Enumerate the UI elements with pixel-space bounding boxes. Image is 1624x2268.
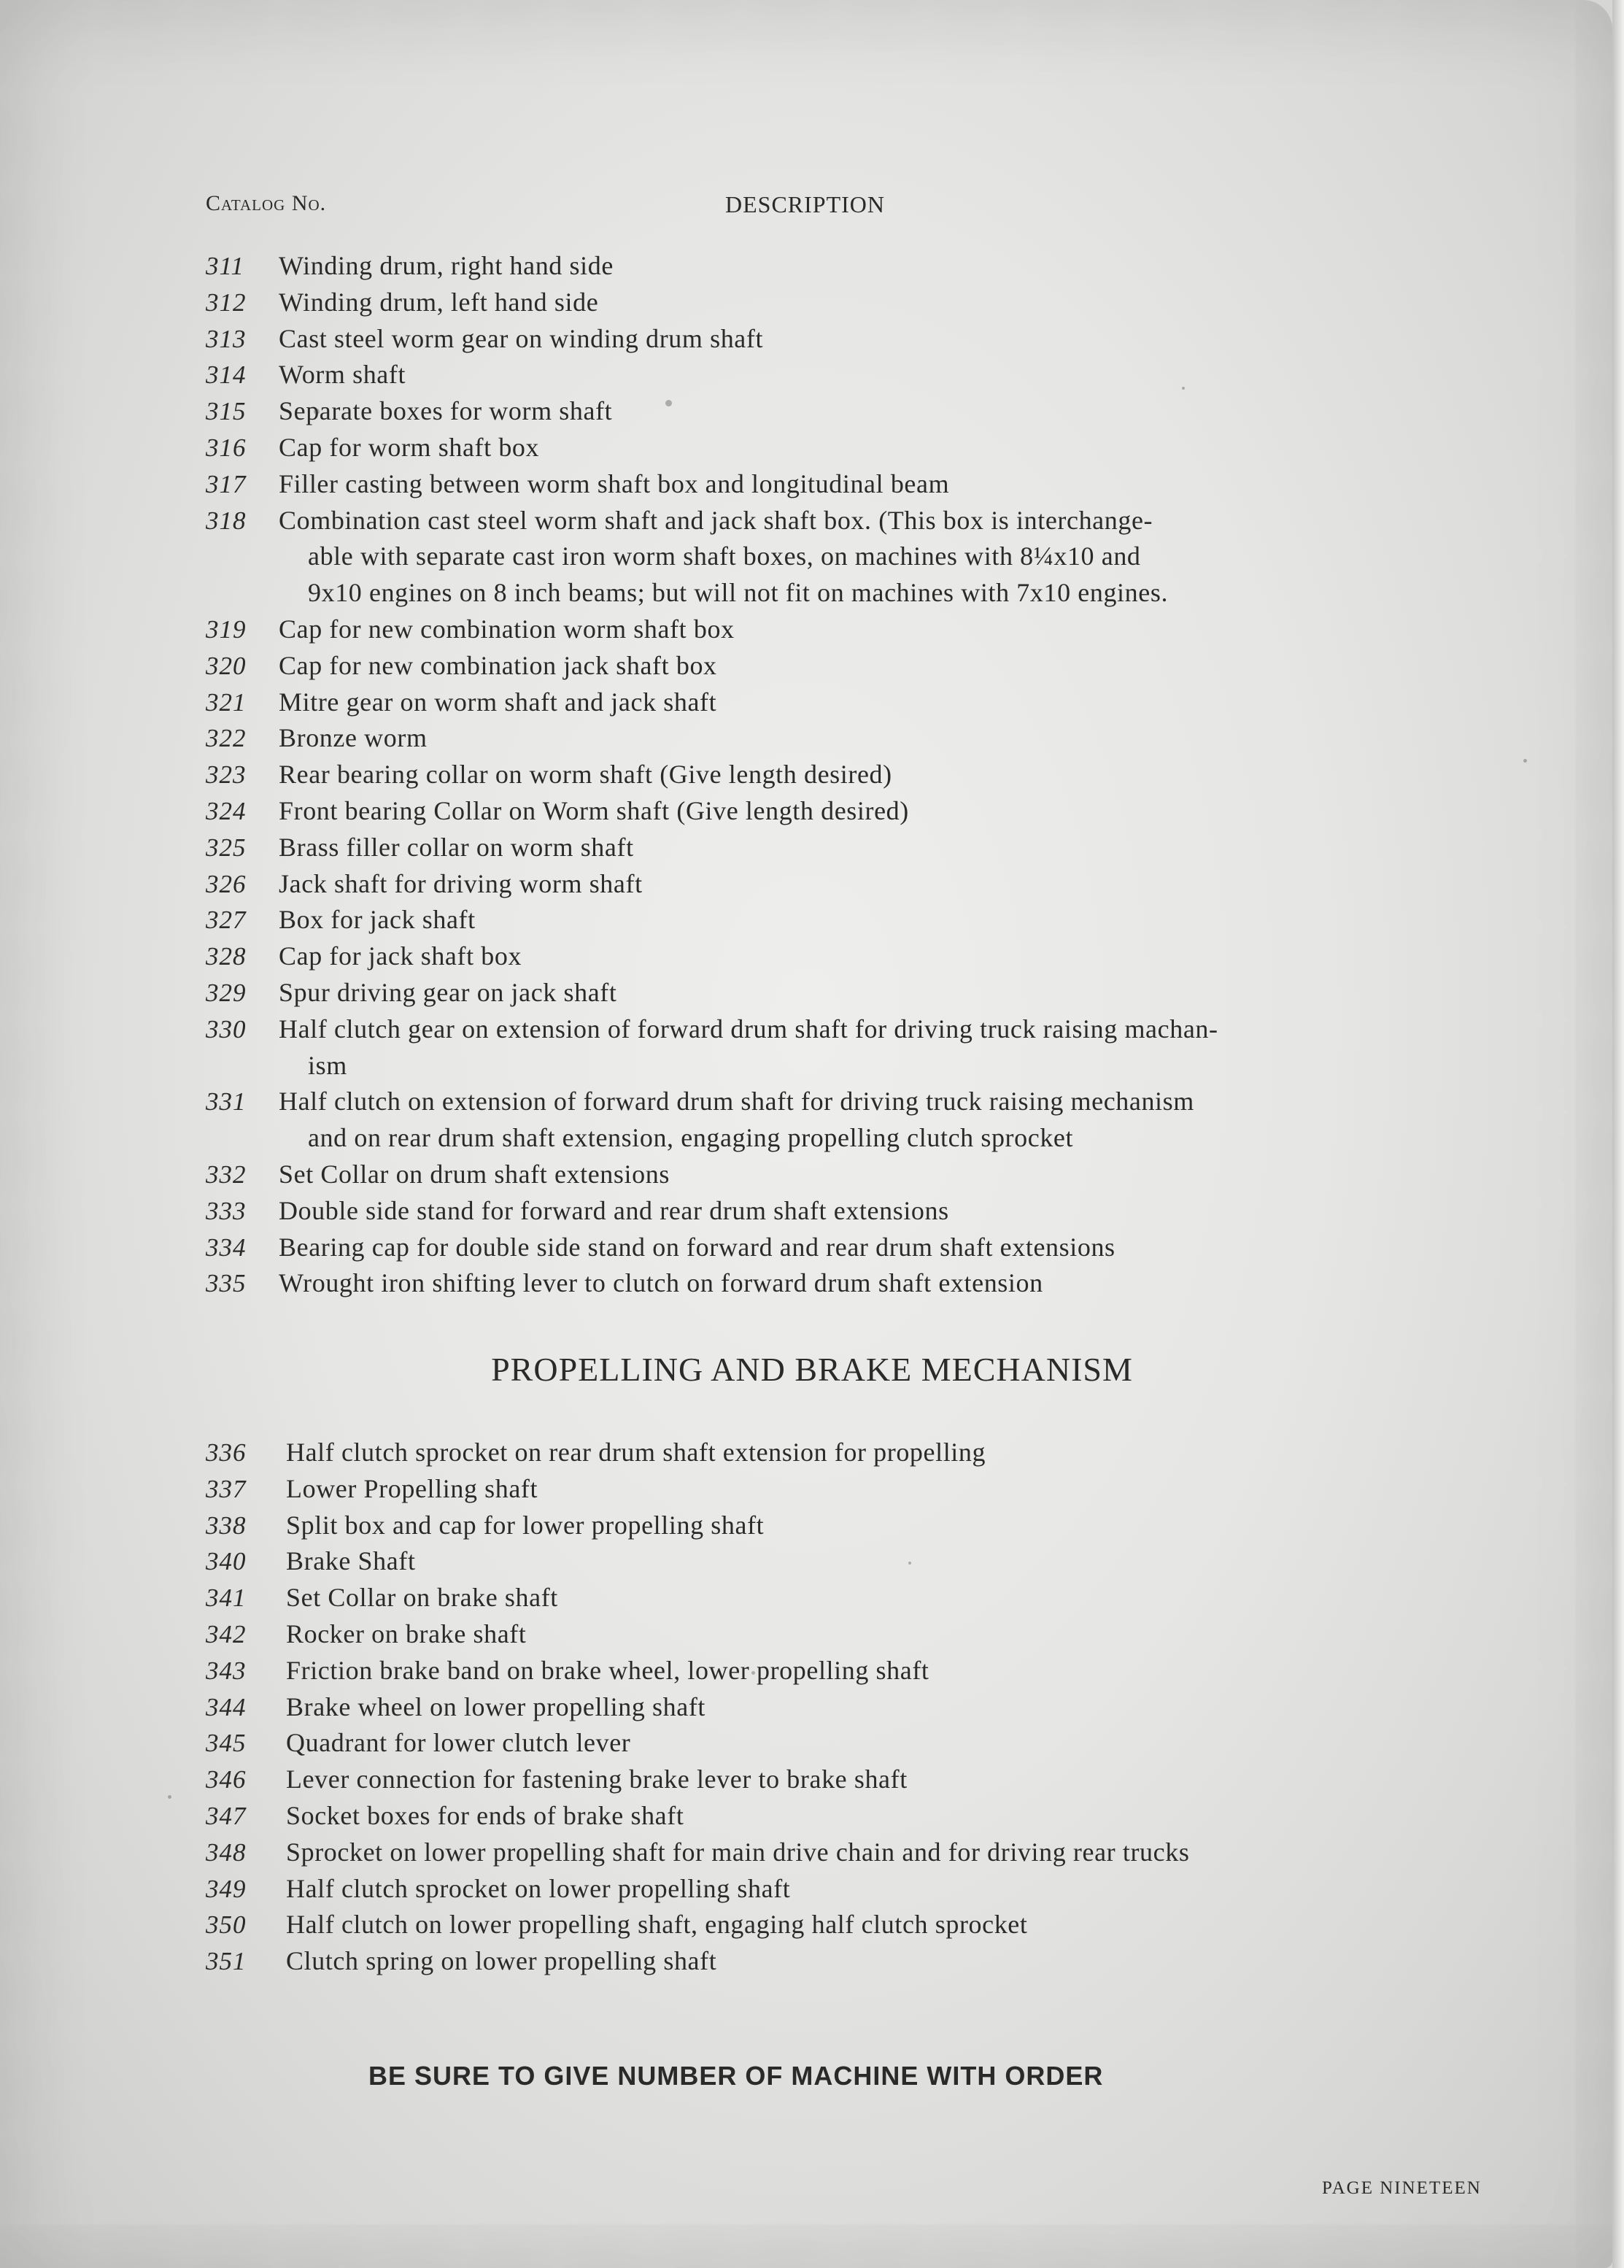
- catalog-number: 319: [206, 614, 247, 644]
- catalog-number: 347: [206, 1801, 247, 1830]
- list-item: [206, 1580, 1417, 1616]
- description-line: Half clutch gear on extension of forward drum shaft for driving truck raising machan-: [279, 1014, 1218, 1044]
- table-header: [206, 191, 1402, 220]
- catalog-number: 316: [206, 433, 247, 462]
- part-description: Socket boxes for ends of brake shaft: [286, 1800, 684, 1830]
- part-description: Winding drum, left hand side: [279, 287, 599, 317]
- part-description: Cap for new combination jack shaft box: [279, 650, 717, 680]
- part-description: Front bearing Collar on Worm shaft (Give length desired): [279, 795, 909, 825]
- catalog-number: 321: [206, 687, 247, 717]
- part-description: Cast steel worm gear on winding drum shaft: [279, 323, 764, 353]
- catalog-number: 312: [206, 288, 247, 317]
- catalog-number: 326: [206, 869, 247, 898]
- part-description: Rocker on brake shaft: [286, 1619, 527, 1648]
- list-item: [206, 830, 1417, 866]
- part-description: Jack shaft for driving worm shaft: [279, 868, 643, 898]
- catalog-number: 317: [206, 469, 247, 498]
- catalog-number: 327: [206, 906, 247, 935]
- list-item: [206, 1907, 1417, 1943]
- catalog-number: 330: [206, 1014, 247, 1044]
- part-description: Clutch spring on lower propelling shaft: [286, 1946, 717, 1976]
- description-continuation: ism: [308, 1050, 347, 1080]
- list-item: [206, 793, 1417, 830]
- catalog-number: 329: [206, 978, 247, 1007]
- list-item: [206, 1762, 1417, 1798]
- part-description: Wrought iron shifting lever to clutch on forward drum shaft extension: [279, 1268, 1043, 1298]
- list-item: [206, 902, 1417, 938]
- part-description: Cap for worm shaft box: [279, 432, 540, 462]
- part-description: Cap for jack shaft box: [279, 941, 522, 971]
- list-item: [206, 285, 1417, 321]
- part-description: Bearing cap for double side stand on forward and rear drum shaft extensions: [279, 1232, 1115, 1262]
- catalog-number: 343: [206, 1656, 247, 1685]
- list-item: [206, 1265, 1417, 1302]
- catalog-no-heading: Catalog No.: [206, 191, 327, 215]
- part-description: Half clutch sprocket on lower propelling shaft: [286, 1873, 791, 1903]
- catalog-number: 341: [206, 1584, 247, 1613]
- list-item: [206, 503, 1417, 612]
- parts-list: [206, 248, 1417, 1302]
- list-item: [206, 720, 1417, 757]
- propelling-brake-list: [206, 1435, 1417, 1980]
- catalog-number: 336: [206, 1438, 247, 1467]
- part-description: Filler casting between worm shaft box and longitudinal beam: [279, 468, 950, 498]
- part-description: Lower Propelling shaft: [286, 1473, 538, 1503]
- paper-speck: [751, 1671, 755, 1675]
- part-description: Winding drum, right hand side: [279, 251, 614, 280]
- catalog-number: 331: [206, 1087, 247, 1116]
- part-description: Set Collar on brake shaft: [286, 1583, 558, 1613]
- catalog-number: 311: [206, 252, 244, 280]
- part-description: Friction brake band on brake wheel, lower propelling shaft: [286, 1655, 929, 1685]
- page-edge: [1612, 0, 1624, 2268]
- catalog-number: 334: [206, 1233, 247, 1262]
- list-item: [206, 1725, 1417, 1762]
- part-description: Spur driving gear on jack shaft: [279, 977, 617, 1007]
- description-continuation: 9x10 engines on 8 inch beams; but will not fit on machines with 7x10 engines.: [308, 578, 1169, 608]
- part-description: [279, 1011, 1417, 1084]
- catalog-number: 346: [206, 1765, 247, 1794]
- part-description: Rear bearing collar on worm shaft (Give length desired): [279, 760, 892, 790]
- catalog-number: 350: [206, 1910, 247, 1940]
- list-item: [206, 1157, 1417, 1193]
- list-item: [206, 1193, 1417, 1230]
- list-item: [206, 1653, 1417, 1689]
- list-item: [206, 612, 1417, 648]
- part-description: Brake Shaft: [286, 1546, 416, 1576]
- catalog-number: 335: [206, 1269, 247, 1298]
- part-description: Half clutch on lower propelling shaft, engaging half clutch sprocket: [286, 1910, 1028, 1940]
- catalog-number: 315: [206, 397, 247, 426]
- list-item: [206, 1871, 1417, 1908]
- list-item: [206, 1689, 1417, 1726]
- catalog-number: 322: [206, 724, 247, 753]
- part-description: Lever connection for fastening brake lever to brake shaft: [286, 1764, 908, 1794]
- part-description: Bronze worm: [279, 723, 428, 753]
- part-description: Sprocket on lower propelling shaft for main drive chain and for driving rear trucks: [286, 1837, 1190, 1867]
- order-notice: BE SURE TO GIVE NUMBER OF MACHINE WITH ORDER: [368, 2061, 1104, 2091]
- paper-speck: [1182, 387, 1185, 390]
- catalog-number: 349: [206, 1874, 247, 1903]
- list-item: [206, 357, 1417, 393]
- paper-speck: [1523, 759, 1527, 763]
- list-item: [206, 1435, 1417, 1471]
- list-item: [206, 321, 1417, 358]
- catalog-number: 332: [206, 1160, 247, 1189]
- catalog-number: 314: [206, 360, 247, 390]
- part-description: Brake wheel on lower propelling shaft: [286, 1692, 706, 1721]
- catalog-number: 333: [206, 1196, 247, 1225]
- list-item: [206, 1616, 1417, 1653]
- list-item: [206, 393, 1417, 430]
- catalog-number: 325: [206, 833, 247, 862]
- part-description: Separate boxes for worm shaft: [279, 396, 613, 426]
- list-item: [206, 975, 1417, 1011]
- part-description: Half clutch sprocket on rear drum shaft extension for propelling: [286, 1438, 986, 1467]
- list-item: [206, 466, 1417, 503]
- catalog-number: 344: [206, 1692, 247, 1721]
- catalog-number: 337: [206, 1474, 247, 1503]
- catalog-number: 324: [206, 796, 247, 825]
- catalog-number: 328: [206, 942, 247, 971]
- paper-speck: [314, 409, 320, 414]
- catalog-number: 338: [206, 1511, 247, 1540]
- catalog-number: 351: [206, 1947, 247, 1976]
- catalog-number: 313: [206, 324, 247, 353]
- catalog-number: 342: [206, 1619, 247, 1648]
- list-item: [206, 1943, 1417, 1980]
- list-item: [206, 1471, 1417, 1508]
- list-item: [206, 648, 1417, 684]
- list-item: [206, 684, 1417, 721]
- list-item: [206, 1011, 1417, 1084]
- part-description: Quadrant for lower clutch lever: [286, 1728, 631, 1758]
- list-item: [206, 430, 1417, 466]
- part-description: Cap for new combination worm shaft box: [279, 614, 735, 644]
- description-line: Half clutch on extension of forward drum shaft for driving truck raising mechanism: [279, 1087, 1194, 1116]
- part-description: Worm shaft: [279, 360, 406, 390]
- list-item: [206, 1798, 1417, 1835]
- list-item: [206, 866, 1417, 903]
- part-description: Split box and cap for lower propelling shaft: [286, 1510, 765, 1540]
- list-item: [206, 1835, 1417, 1871]
- description-continuation: able with separate cast iron worm shaft boxes, on machines with 8¼x10 and: [308, 541, 1141, 571]
- paper-speck: [665, 400, 672, 406]
- description-continuation: and on rear drum shaft extension, engaging propelling clutch sprocket: [308, 1123, 1074, 1153]
- list-item: [206, 938, 1417, 975]
- list-item: [206, 1230, 1417, 1266]
- catalog-number: 318: [206, 506, 247, 535]
- list-item: [206, 757, 1417, 793]
- part-description: [279, 503, 1417, 612]
- catalog-number: 323: [206, 760, 247, 790]
- part-description: Set Collar on drum shaft extensions: [279, 1159, 670, 1189]
- list-item: [206, 1508, 1417, 1544]
- list-item: [206, 1084, 1417, 1157]
- catalog-number: 345: [206, 1729, 247, 1758]
- section-title: PROPELLING AND BRAKE MECHANISM: [491, 1351, 1133, 1388]
- part-description: Mitre gear on worm shaft and jack shaft: [279, 687, 717, 717]
- description-heading: DESCRIPTION: [725, 191, 886, 217]
- paper-speck: [168, 1795, 171, 1799]
- description-line: Combination cast steel worm shaft and jack shaft box. (This box is interchange-: [279, 505, 1153, 535]
- list-item: [206, 248, 1417, 285]
- part-description: Box for jack shaft: [279, 905, 476, 935]
- catalog-number: 320: [206, 651, 247, 680]
- page-number: PAGE NINETEEN: [1322, 2178, 1482, 2198]
- part-description: [279, 1084, 1417, 1157]
- list-item: [206, 1543, 1417, 1580]
- part-description: Double side stand for forward and rear drum shaft extensions: [279, 1195, 949, 1225]
- catalog-number: 348: [206, 1837, 247, 1867]
- catalog-number: 340: [206, 1547, 247, 1576]
- part-description: Brass filler collar on worm shaft: [279, 832, 634, 862]
- paper-speck: [908, 1562, 911, 1565]
